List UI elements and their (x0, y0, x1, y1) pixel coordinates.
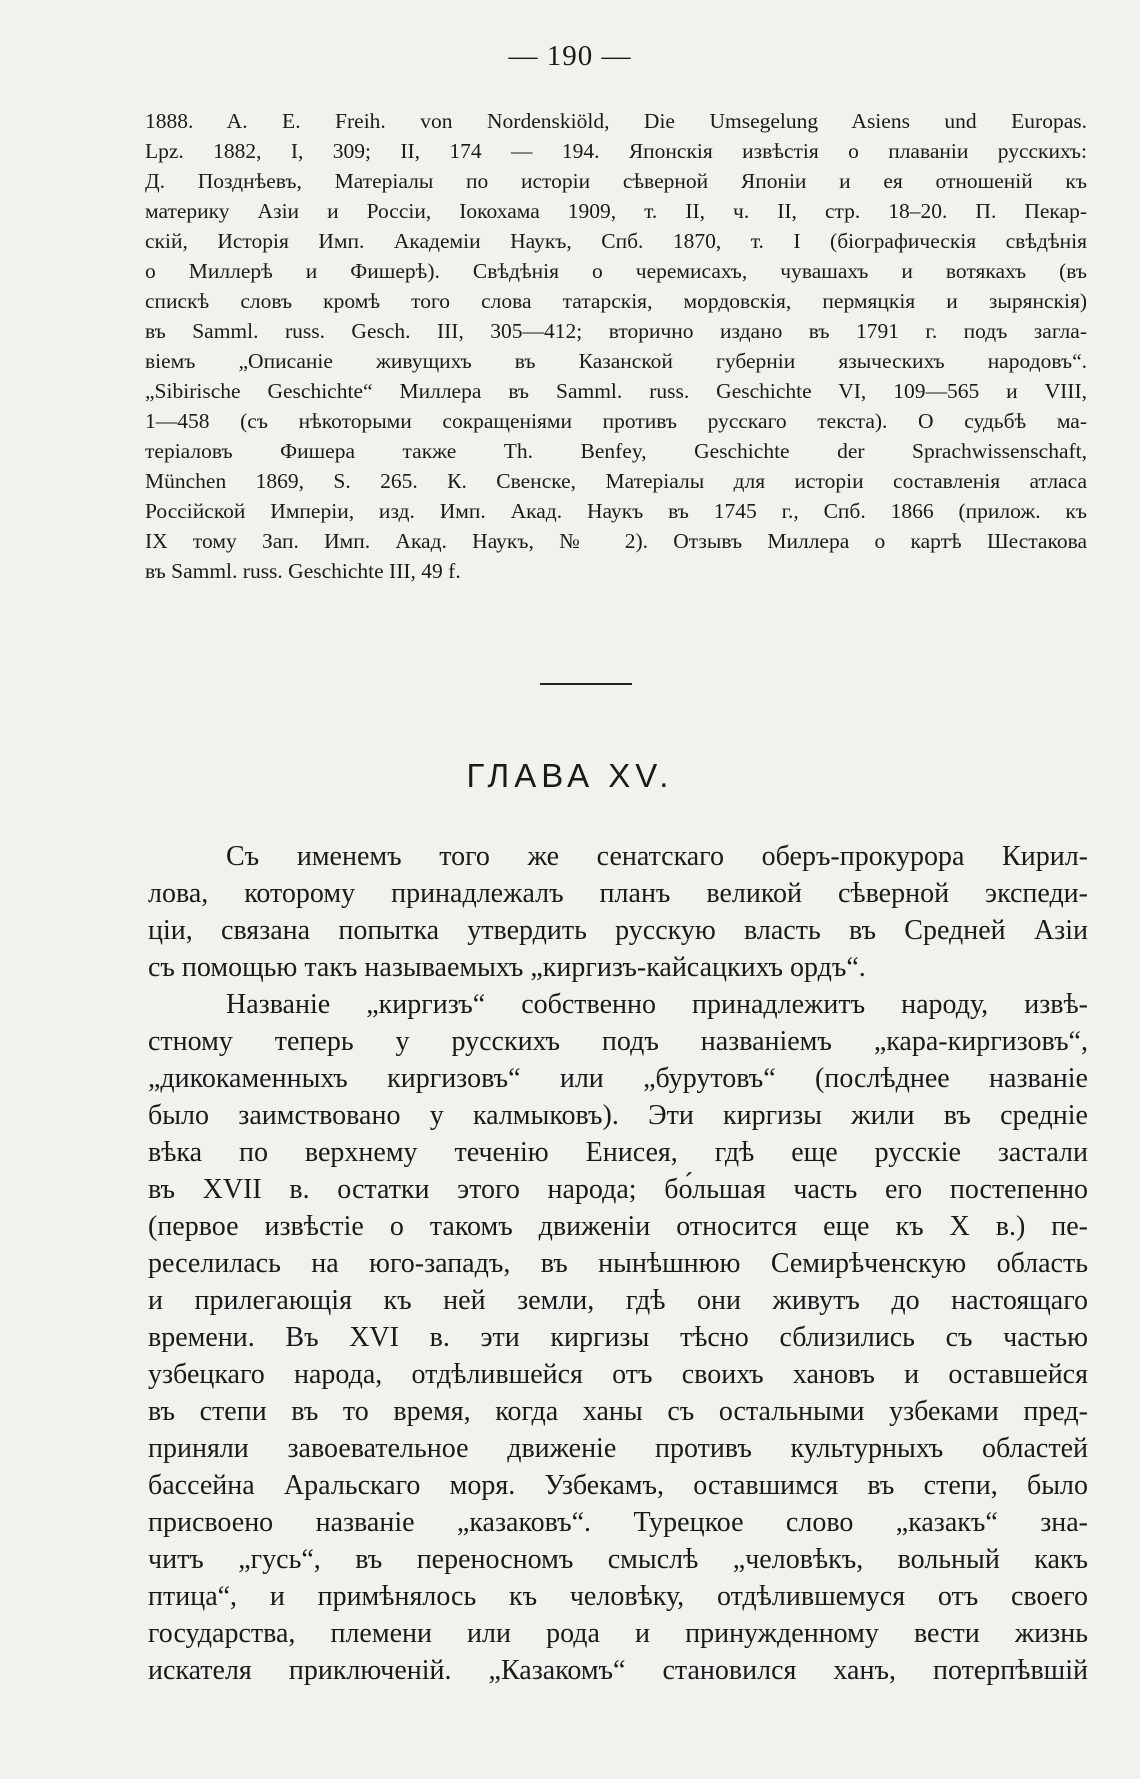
page-number: — 190 — (508, 40, 632, 72)
note-line: „Sibirische Geschichte“ Миллера въ Samml. russ. Geschichte VI, 109—565 и VIII, (145, 379, 1087, 403)
note-line: Россійской Имперіи, изд. Имп. Акад. Наукъ въ 1745 г., Спб. 1866 (прилож. къ (145, 499, 1087, 523)
note-line: о Миллерѣ и Фишерѣ). Свѣдѣнія о черемисахъ, чувашахъ и вотякахъ (въ (145, 259, 1087, 283)
note-line: въ Samml. russ. Geschichte III, 49 f. (145, 559, 461, 583)
note-line: скій, Исторія Имп. Академіи Наукъ, Спб. 1870, т. I (біографическія свѣдѣнія (145, 229, 1087, 253)
section-divider (540, 683, 632, 685)
body-line: Названіе „киргизъ“ собственно принадлежитъ народу, извѣ- (226, 989, 1088, 1020)
body-line: въ степи въ то время, когда ханы съ остальными узбеками пред- (148, 1396, 1088, 1427)
note-line: материку Азіи и Россіи, Іокохама 1909, т. II, ч. II, стр. 18–20. П. Пекар- (145, 199, 1087, 223)
body-line: съ помощью такъ называемыхъ „киргизъ-кайсацкихъ ордъ“. (148, 952, 866, 983)
body-line: приняли завоевательное движеніе противъ культурныхъ областей (148, 1433, 1088, 1464)
note-line: München 1869, S. 265. К. Свенске, Матеріалы для исторіи составленія атласа (145, 469, 1087, 493)
body-line: искателя приключеній. „Казакомъ“ становился ханъ, потерпѣвшій (148, 1655, 1088, 1686)
body-line: бассейна Аральскаго моря. Узбекамъ, оставшимся въ степи, было (148, 1470, 1088, 1501)
body-line: „дикокаменныхъ киргизовъ“ или „бурутовъ“ (послѣднее названіе (148, 1063, 1088, 1094)
body-line: и прилегающія къ ней земли, гдѣ они живутъ до настоящаго (148, 1285, 1088, 1316)
body-line: (первое извѣстіе о такомъ движеніи относится еще къ X в.) пе- (148, 1211, 1088, 1242)
note-line: IX тому Зап. Имп. Акад. Наукъ, № 2). Отзывъ Миллера о картѣ Шестакова (145, 529, 1087, 553)
body-line: лова, которому принадлежалъ планъ великой сѣверной экспеди- (148, 878, 1088, 909)
note-line: Lpz. 1882, I, 309; II, 174 — 194. Японскія извѣстія о плаваніи русскихъ: (145, 139, 1087, 163)
note-line: 1—458 (съ нѣкоторыми сокращеніями противъ русскаго текста). О судьбѣ ма- (145, 409, 1087, 433)
body-line: времени. Въ XVI в. эти киргизы тѣсно сблизились съ частью (148, 1322, 1088, 1353)
note-line: Д. Позднѣевъ, Матеріалы по исторіи сѣверной Японіи и ея отношеній къ (145, 169, 1087, 193)
body-line: читъ „гусь“, въ переносномъ смыслѣ „человѣкъ, вольный какъ (148, 1544, 1088, 1575)
note-line: 1888. A. E. Freih. von Nordenskiöld, Die Umsegelung Asiens und Europas. (145, 109, 1087, 133)
note-line: въ Samml. russ. Gesch. III, 305—412; вторично издано въ 1791 г. подъ загла- (145, 319, 1087, 343)
body-line: присвоено названіе „казаковъ“. Турецкое слово „казакъ“ зна- (148, 1507, 1088, 1538)
bibliography-notes (145, 106, 1087, 586)
chapter-body (148, 838, 1088, 1689)
body-line: стному теперь у русскихъ подъ названіемъ „кара-киргизовъ“, (148, 1026, 1088, 1057)
body-line: птица“, и примѣнялось къ человѣку, отдѣлившемуся отъ своего (148, 1581, 1088, 1612)
body-line: государства, племени или рода и принужденному вести жизнь (148, 1618, 1088, 1649)
body-line: узбецкаго народа, отдѣлившейся отъ своихъ хановъ и оставшейся (148, 1359, 1088, 1390)
body-line: ціи, связана попытка утвердить русскую власть въ Средней Азіи (148, 915, 1088, 946)
body-line: вѣка по верхнему теченію Енисея, гдѣ еще русскіе застали (148, 1137, 1088, 1168)
chapter-title: ГЛАВА XV. (466, 757, 674, 794)
body-line: было заимствовано у калмыковъ). Эти киргизы жили въ средніе (148, 1100, 1088, 1131)
note-line: теріаловъ Фишера также Th. Benfey, Geschichte der Sprachwissenschaft, (145, 439, 1087, 463)
body-line: реселилась на юго-западъ, въ нынѣшнюю Семирѣченскую область (148, 1248, 1088, 1279)
body-line: въ XVII в. остатки этого народа; бо́льшая часть его постепенно (148, 1174, 1088, 1205)
body-line: Съ именемъ того же сенатскаго оберъ-прокурора Кирил- (226, 841, 1088, 872)
note-line: спискѣ словъ кромѣ того слова татарскія, мордовскія, пермяцкія и зырянскія) (145, 289, 1087, 313)
note-line: віемъ „Описаніе живущихъ въ Казанской губерніи языческихъ народовъ“. (145, 349, 1087, 373)
